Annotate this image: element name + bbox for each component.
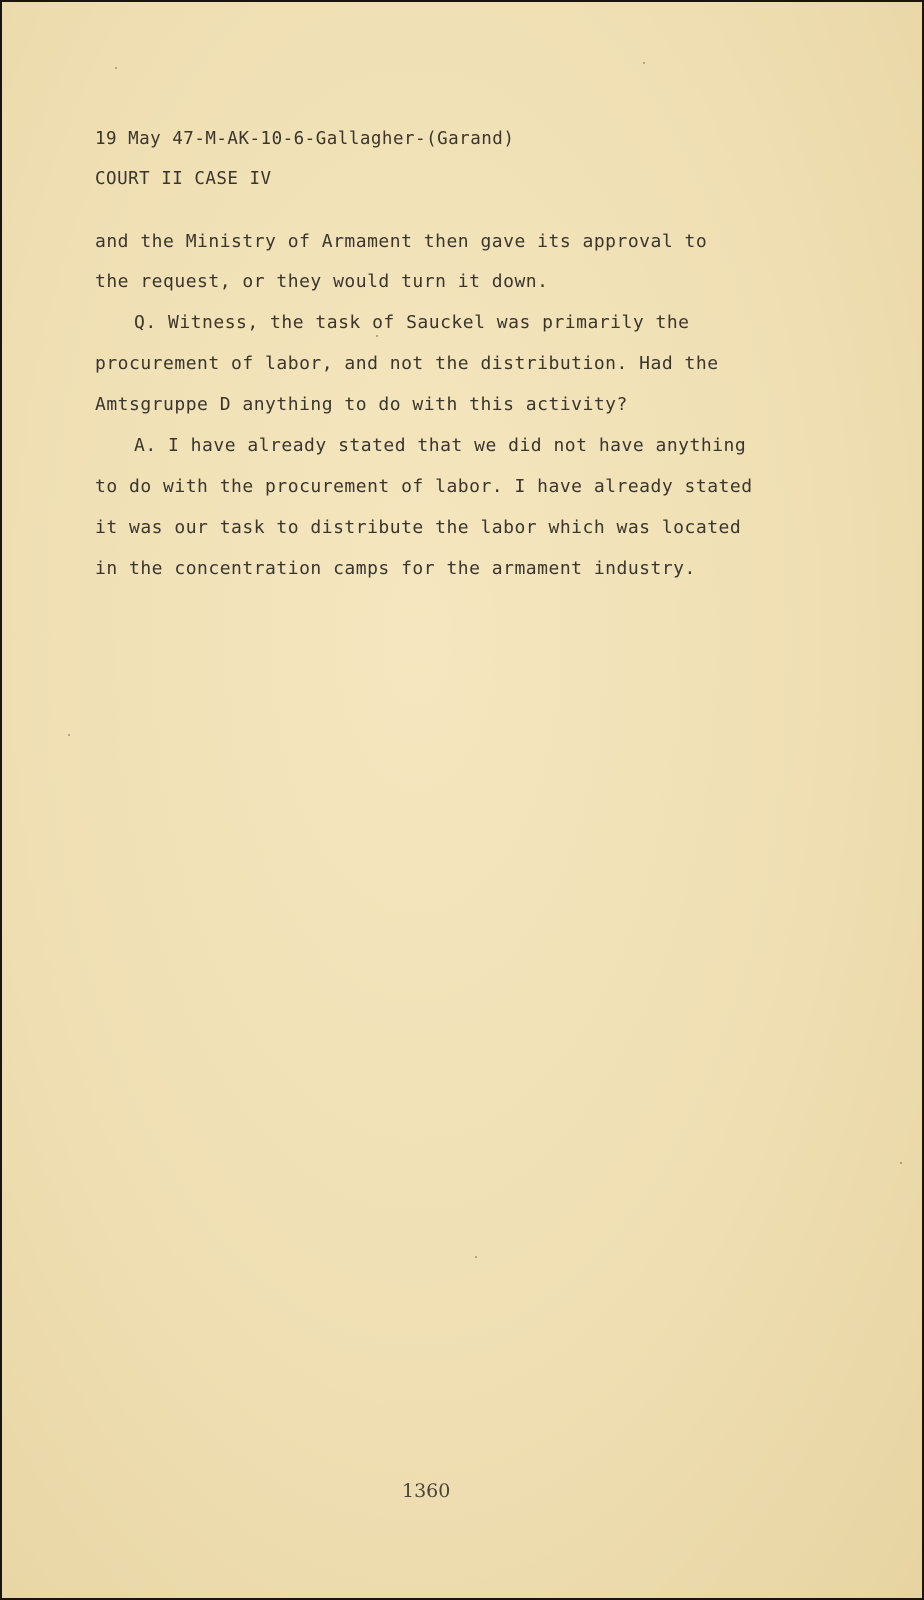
body-line: in the concentration camps for the armament industry. [95, 558, 696, 579]
paper-speck [115, 67, 117, 69]
question-line: Q. Witness, the task of Sauckel was primarily the [134, 312, 690, 333]
body-line: and the Ministry of Armament then gave its approval to [95, 231, 708, 252]
body-line: procurement of labor, and not the distribution. Had the [95, 353, 719, 374]
paper-speck [68, 734, 70, 736]
paper-speck [900, 1162, 902, 1164]
document-reference: 19 May 47-M-AK-10-6-Gallagher-(Garand) [95, 129, 515, 149]
body-line: to do with the procurement of labor. I have already stated [95, 476, 753, 497]
paper-speck [376, 335, 378, 337]
answer-line: A. I have already stated that we did not have anything [134, 435, 747, 456]
paper-speck [643, 62, 645, 64]
body-line: Amtsgruppe D anything to do with this activity? [95, 394, 628, 415]
page-number: 1360 [402, 1480, 451, 1502]
body-line: it was our task to distribute the labor which was located [95, 517, 742, 538]
body-line: the request, or they would turn it down. [95, 271, 549, 292]
court-case-line: COURT II CASE IV [95, 169, 272, 189]
paper-speck [475, 1256, 477, 1258]
